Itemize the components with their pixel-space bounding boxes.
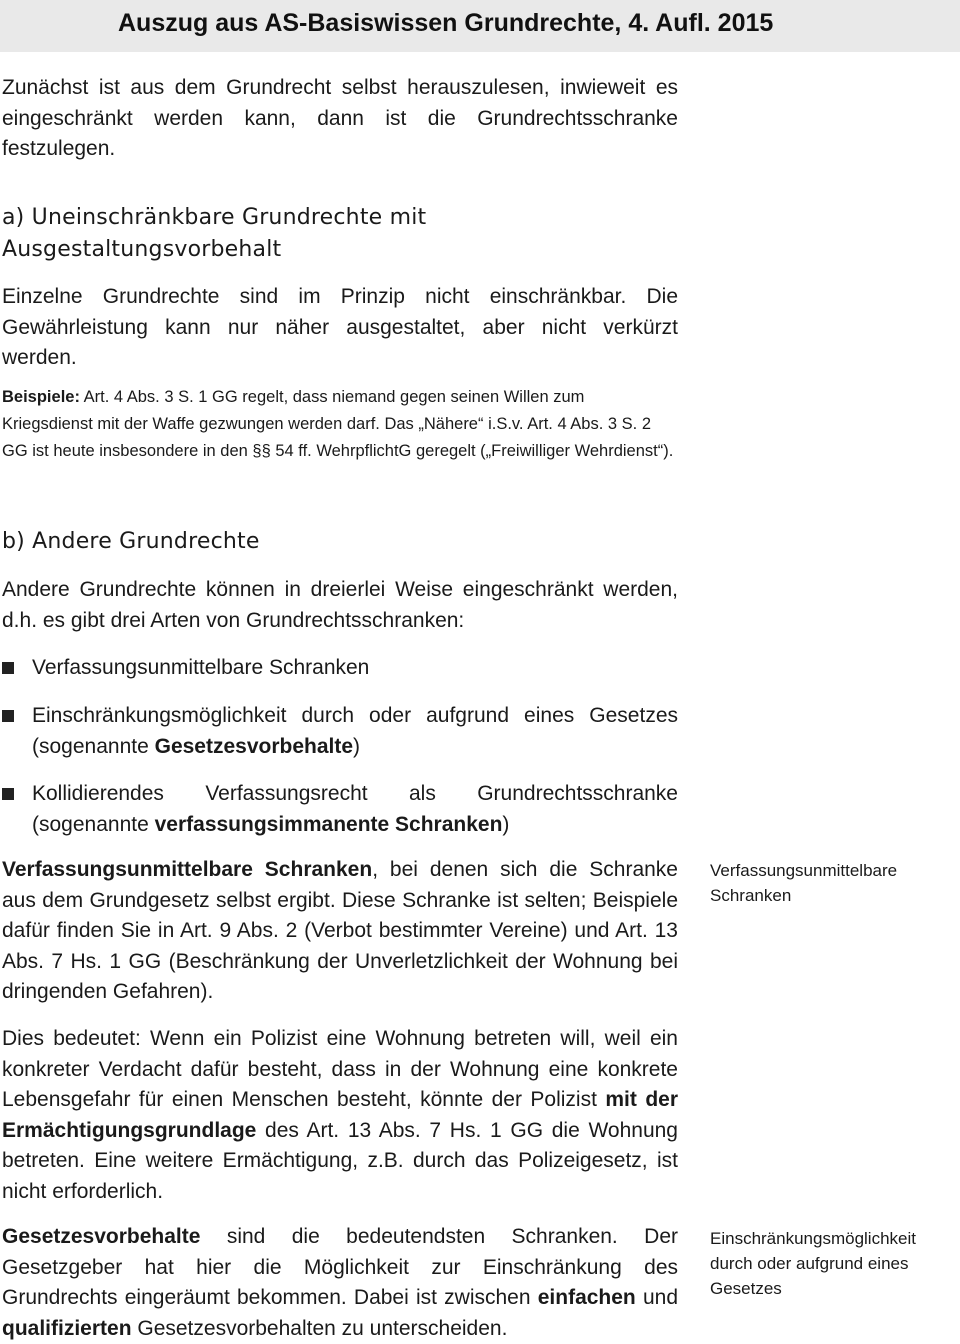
page-title: Auszug aus AS-Basiswissen Grundrechte, 4. Aufl. 2015 — [118, 9, 774, 37]
paragraph-text: Dies bedeutet: Wenn ein Polizist eine Wohnung betreten will, weil ein konkreter Verdacht dafür besteht, dass in der Wohnung eine konkrete Lebensgefahr für einen Menschen besteht, könnte der Polizist — [2, 1027, 678, 1111]
bullet-text — [32, 779, 678, 840]
bold-term: Verfassungsunmittelbare Schranken — [2, 858, 373, 881]
bullet-text-part: Kollidierendes Verfassungsrecht als Grundrechtsschranke (sogenannte — [32, 782, 678, 836]
section-b-paragraph-block — [2, 575, 678, 636]
list-item — [2, 701, 678, 762]
bullet-text: Verfassungsunmittelbare Schranken — [32, 656, 370, 679]
bold-term: mit der Ermächtigungsgrundlage — [2, 1088, 678, 1142]
list-item — [2, 653, 678, 684]
para-gesetzesvorbehalte — [2, 1222, 678, 1344]
bullet-text-part: ) — [502, 812, 510, 836]
bold-term: qualifizierten — [2, 1316, 132, 1340]
bullet-bold-term: Gesetzesvorbehalte — [154, 734, 354, 758]
bullet-square-icon — [2, 662, 14, 674]
bold-term: Gesetzesvorbehalte — [2, 1225, 201, 1248]
margin-note-2: Einschränkungsmöglichkeit durch oder aufgrund eines Gesetzes — [710, 1229, 916, 1298]
paragraph-text: , bei denen sich die Schranke aus dem Grundgesetz selbst ergibt. Diese Schranke ist selten; Beispiele dafür finden Sie in Art. 9 Abs. 2 (Verbot bestimmter Vereine) und Art. 13 Abs. 7 Hs. 1 GG (Beschränkung der Unverletzlichkeit der Wohnung bei dringenden Gefahren). — [2, 858, 678, 1003]
example-text: Art. 4 Abs. 3 S. 1 GG regelt, dass niemand gegen seinen Willen zum Kriegsdienst mit der Waffe gezwungen werden darf. Das „Nähere“ i.S.v. Art. 4 Abs. 3 S. 2 GG ist heute insbesondere in den §§ 54 ff. WehrpflichtG geregelt („Freiwilliger Wehrdienst“). — [2, 388, 674, 460]
section-b-heading: b) Andere Grundrechte — [2, 529, 260, 554]
section-a-paragraph-block — [2, 282, 678, 374]
paragraph-text: und — [635, 1286, 678, 1309]
section-a-heading: a) Uneinschränkbare Grundrechte mit Ausgestaltungsvorbehalt — [2, 205, 427, 262]
section-b-heading-block — [2, 526, 678, 558]
section-a-heading-block — [2, 202, 522, 266]
margin-note-1: Verfassungsunmittelbare Schranken — [710, 861, 898, 905]
intro-text: Zunächst ist aus dem Grundrecht selbst herauszulesen, inwieweit es eingeschränkt werden kann, dann ist die Grundrechtsschranke festzulegen. — [2, 76, 678, 160]
bullet-square-icon — [2, 710, 14, 722]
example-label: Beispiele: — [2, 388, 80, 406]
paragraph-text: Gesetzesvorbehalten zu unterscheiden. — [131, 1316, 508, 1340]
header-banner — [0, 0, 960, 52]
para-gesetzesvorbehalte-text — [2, 1222, 678, 1344]
para-verfassungsunmittelbar — [2, 855, 678, 1008]
section-b-paragraph: Andere Grundrechte können in dreierlei Weise eingeschränkt werden, d.h. es gibt drei Arten von Grundrechtsschranken: — [2, 578, 678, 632]
section-a-paragraph: Einzelne Grundrechte sind im Prinzip nicht einschränkbar. Die Gewährleistung kann nur näher ausgestaltet, aber nicht verkürzt werden. — [2, 285, 678, 369]
para-polizist — [2, 1024, 678, 1207]
paragraph-text: sind die bedeutendsten Schranken. Der Gesetzgeber hat hier die Möglichkeit zur Einschränkung des Grundrechts eingeräumt bekommen. Dabei ist zwischen — [2, 1225, 678, 1309]
bullet-text-part: ) — [353, 734, 361, 758]
paragraph-text: des Art. 13 Abs. 7 Hs. 1 GG die Wohnung betreten. Eine weitere Ermächtigung, z.B. durch das Polizeigesetz, ist nicht erforderlich. — [2, 1118, 678, 1203]
para-verfassungsunmittelbar-text — [2, 855, 678, 1008]
bullet-text-part: Einschränkungsmöglichkeit durch oder aufgrund eines Gesetzes (sogenannte — [32, 704, 678, 758]
para-polizist-text — [2, 1024, 678, 1207]
section-a-example-block — [2, 384, 678, 465]
bullet-square-icon — [2, 788, 14, 800]
bullet-text — [32, 701, 678, 762]
bullet-bold-term: verfassungsimmanente Schranken — [154, 812, 503, 836]
list-item — [2, 779, 678, 840]
bold-term: einfachen — [537, 1286, 636, 1309]
section-a-example — [2, 384, 678, 465]
intro-paragraph — [2, 73, 678, 165]
